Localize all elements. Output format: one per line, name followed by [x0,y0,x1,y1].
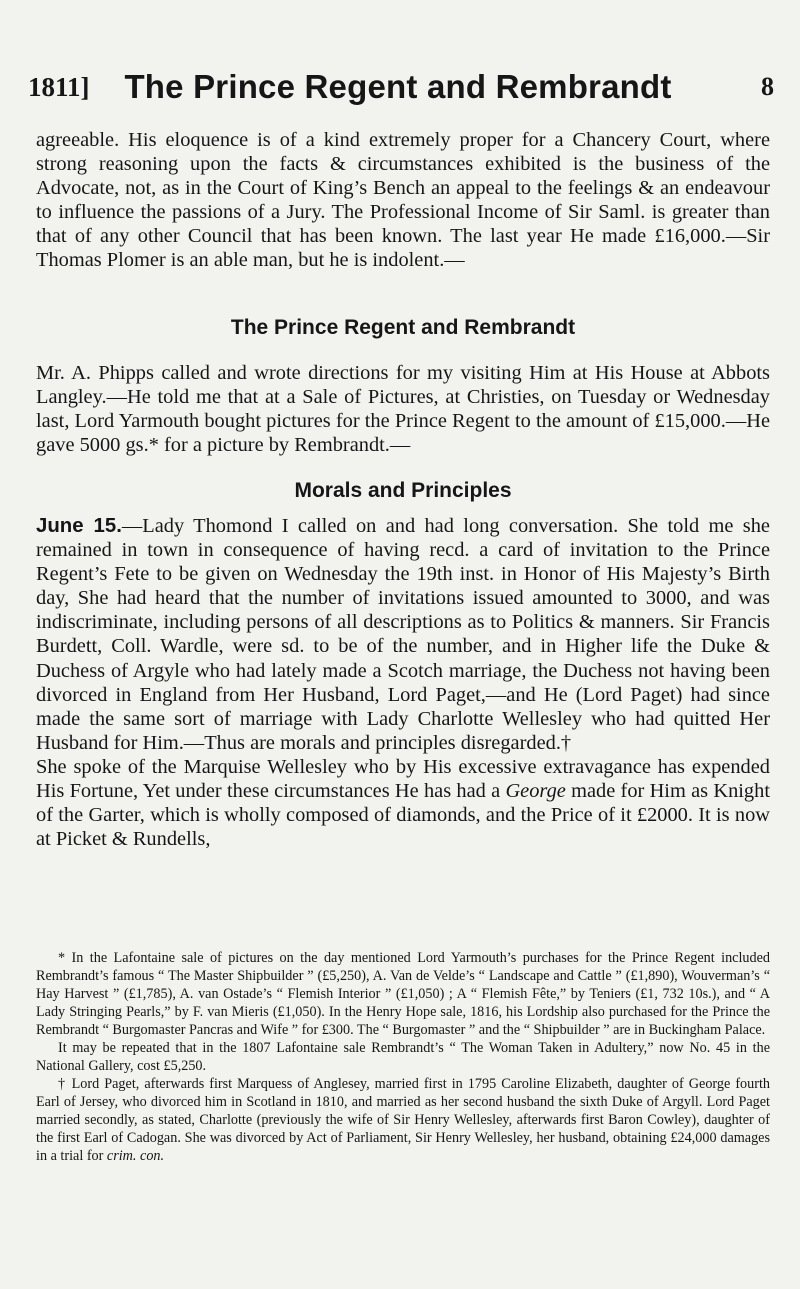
footnotes [36,949,770,1165]
running-head-year: 1811] [28,72,90,102]
footnote-2-italic: crim. con. [106,1148,165,1164]
entry-date: June 15. [36,515,122,537]
running-head-title: The Prince Regent and Rembrandt [124,68,672,105]
paragraph-2 [36,361,770,457]
paragraph-1-text: agreeable. His eloquence is of a kind extremely proper for a Chancery Court, where strong reasoning upon the facts & circumstances exhibited is the business of the Advocate, not, as in the Court of King’s Bench an appeal to the feelings & an endeavour to influence the passions of a Jury. The Professional Income of Sir Saml. is greater than that of any other Council that has been known. The last year He made £16,000.—Sir Thomas Plomer is an able man, but he is indolent.— [36,129,770,272]
running-head [28,68,778,114]
footnote-1: * In the Lafontaine sale of pictures on the day mentioned Lord Yarmouth’s purchases for the Prince Regent included Rembrandt’s famous “ The Master Shipbuilder ” (£5,250), A. Van de Velde’s “ Landscape and Cattle ” (£1,890), Wouverman’s “ Hay Harvest ” (£1,785), A. van Ostade’s “ Flemish Interior ” (£1,050) ; A “ Flemish Fête,” by Teniers (£1, 732 10s.), and “ A Lady Stringing Pearls,” by F. van Mieris (£1,050). In the Henry Hope sale, 1816, his Lordship also purchased for the Prince the Rembrandt “ Burgomaster Pancras and Wife ” for £300. The “ Burgomaster ” and the “ Shipbuilder ” are in Buckingham Palace. [36,950,770,1038]
paragraph-3 [36,514,770,755]
paragraph-4 [36,755,770,851]
footnote-2-text: † Lord Paget, afterwards first Marquess of Anglesey, married first in 1795 Caroline Elizabeth, daughter of George fourth Earl of Jersey, who divorced him in Scotland in 1810, and married as her second husband the sixth Duke of Argyll. Lord Paget married secondly, as stated, Charlotte (previously the wife of Sir Henry Wellesley, afterwards first Baron Cowley), daughter of the first Earl of Cadogan. She was divorced by Act of Parliament, Sir Henry Wellesley, her husband, obtaining £24,000 damages in a trial for [36,1076,770,1164]
paragraph-4-text-a: She spoke of the Marquise Wellesley who by His excessive extravagance has expended His Fortune, Yet under these circumstances He has had a [36,755,770,803]
footnote-2 [36,1075,770,1165]
paragraph-2-text: Mr. A. Phipps called and wrote directions for my visiting Him at His House at Abbots Langley.—He told me that at a Sale of Pictures, at Christies, on Tuesday or Wednesday last, Lord Yarmouth bought pictures for the Prince Regent to the amount of £15,000.—He gave 5000 gs.* for a picture by Rembrandt.— [36,362,770,457]
section-heading-morals: Morals and Principles [294,479,512,502]
paragraph-3-4 [36,514,770,851]
paragraph-3-text: —Lady Thomond I called on and had long conversation. She told me she remained in town in consequence of having recd. a card of invitation to the Prince Regent’s Fete to be given on Wednesday the 19th inst. in Honor of His Majesty’s Birth day, She had heard that the number of invitations issued amounted to 3000, and was indiscriminate, including persons of all descriptions as to Politics & manners. Sir Francis Burdett, Coll. Wardle, were sd. to be of the number, and in Higher life the Duke & Duchess of Argyle who had lately made a Scotch marriage, the Duchess not having been divorced in England from Her Husband, Lord Paget,—and He (Lord Paget) had since made the same sort of marriage with Lady Charlotte Wellesley who had quitted Her Husband for Him.—Thus are morals and principles disregarded.† [36,515,770,754]
page-number: 8 [761,72,774,101]
paragraph-1 [36,128,770,273]
footnote-1-continued: It may be repeated that in the 1807 Lafontaine sale Rembrandt’s “ The Woman Taken in Adultery,” now No. 45 in the National Gallery, cost £5,250. [36,1040,770,1074]
paragraph-4-text-b: made for Him as Knight of the Garter, which is wholly composed of diamonds, and the Price of it £2000. It is now at Picket & Rundells, [36,780,770,851]
paragraph-4-italic: George [505,780,566,803]
section-heading-prince-regent: The Prince Regent and Rembrandt [230,316,576,339]
